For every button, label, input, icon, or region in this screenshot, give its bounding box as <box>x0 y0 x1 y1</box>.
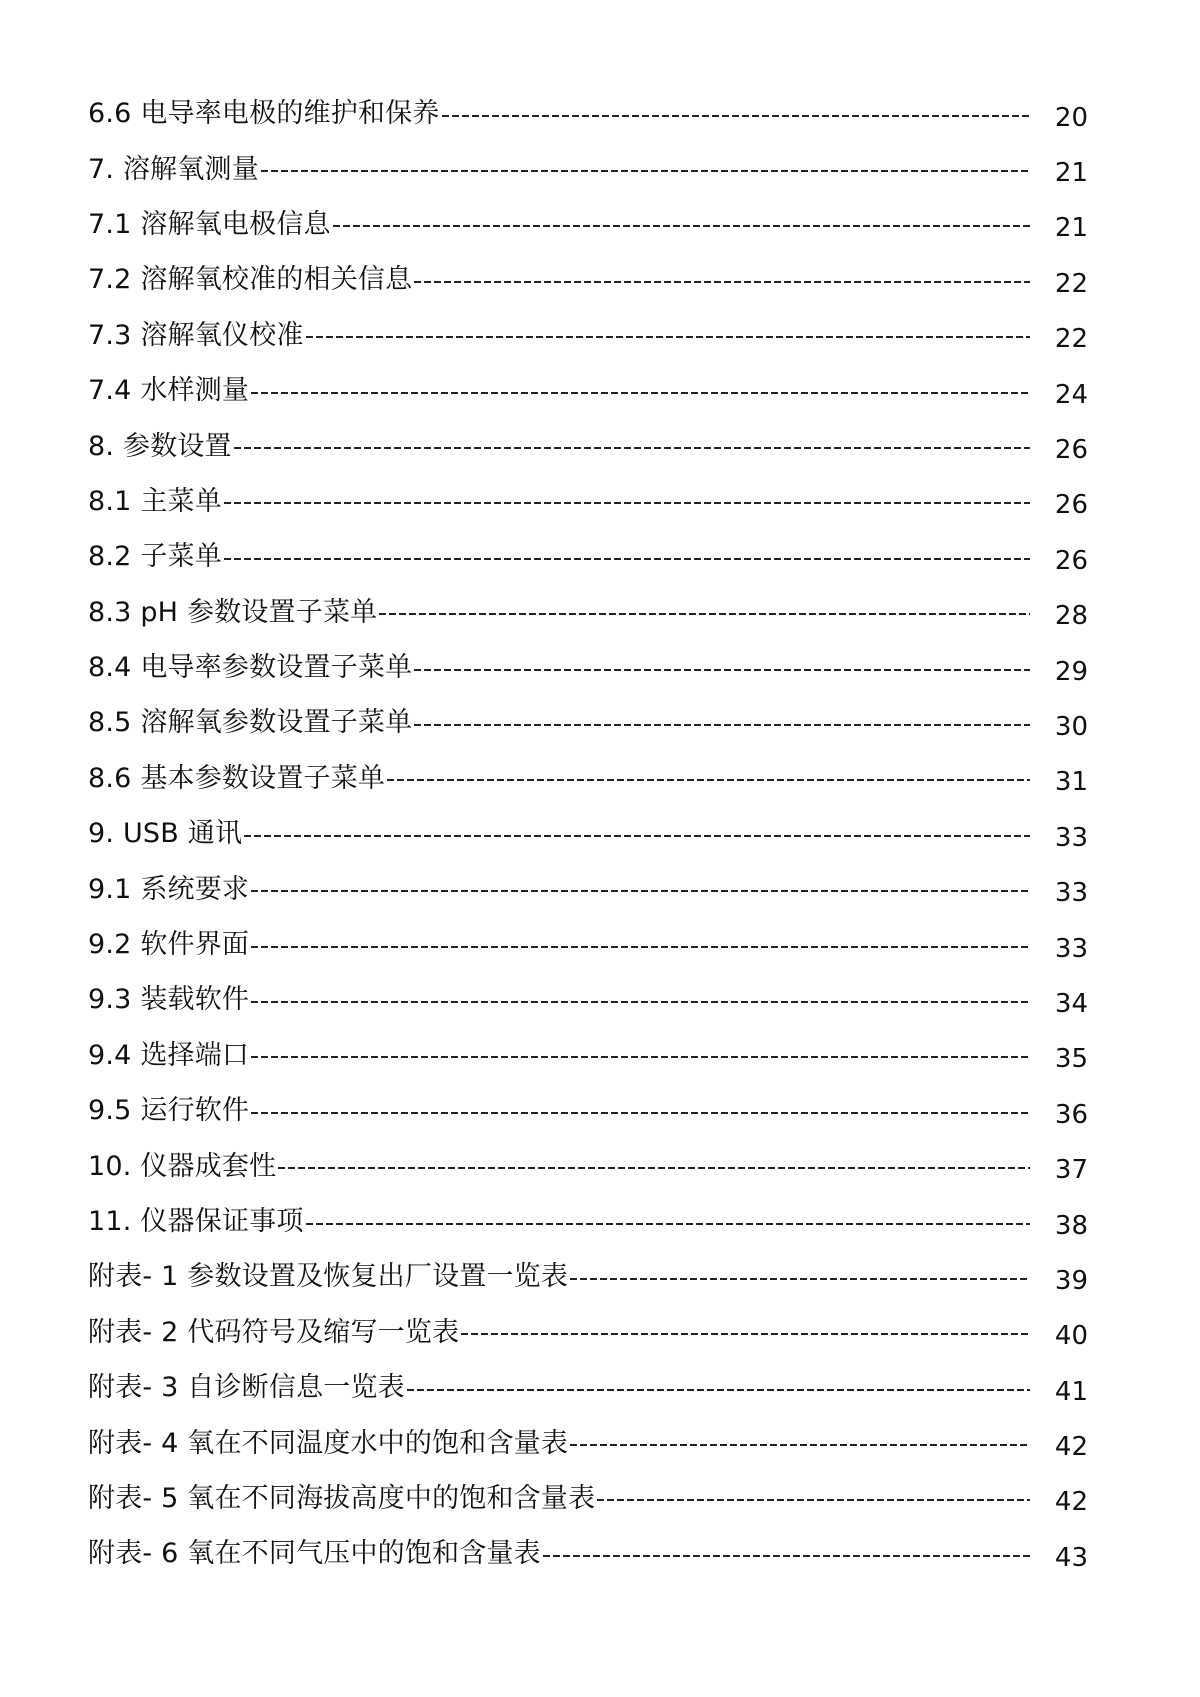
toc-entry[interactable] <box>88 1249 1088 1304</box>
toc-entry-page-number: 37 <box>1054 1155 1088 1186</box>
toc-leader-dashes <box>306 336 1030 338</box>
toc-entry-page-number: 33 <box>1054 933 1088 964</box>
toc-entry-title: 9.2 软件界面 <box>88 929 250 961</box>
toc-entry-page-number: 24 <box>1054 379 1088 410</box>
toc-entry[interactable] <box>88 1360 1088 1415</box>
toc-leader-dashes <box>306 1223 1030 1225</box>
toc-entry-page-number: 41 <box>1054 1376 1088 1407</box>
toc-entry-title: 附表- 2 代码符号及缩写一览表 <box>88 1316 460 1348</box>
toc-entry-title: 7.4 水样测量 <box>88 375 250 407</box>
toc-entry[interactable] <box>88 529 1088 584</box>
toc-leader-dashes <box>251 946 1030 948</box>
toc-entry-page-number: 38 <box>1054 1210 1088 1241</box>
toc-entry-page-number: 21 <box>1054 213 1088 244</box>
toc-entry[interactable] <box>88 1194 1088 1249</box>
toc-entry-page-number: 22 <box>1054 268 1088 299</box>
toc-entry-page-number: 42 <box>1054 1432 1088 1463</box>
toc-entry[interactable] <box>88 252 1088 307</box>
toc-entry[interactable] <box>88 86 1088 141</box>
toc-entry-page-number: 26 <box>1054 435 1088 466</box>
toc-entry[interactable] <box>88 695 1088 750</box>
toc-entry[interactable] <box>88 474 1088 529</box>
toc-entry[interactable] <box>88 1083 1088 1138</box>
toc-entry[interactable] <box>88 585 1088 640</box>
toc-entry-title: 7.2 溶解氧校准的相关信息 <box>88 264 413 296</box>
toc-entry-page-number: 34 <box>1054 988 1088 1019</box>
toc-entry-title: 8.1 主菜单 <box>88 485 222 517</box>
toc-entry[interactable] <box>88 197 1088 252</box>
toc-entry-page-number: 33 <box>1054 822 1088 853</box>
toc-leader-dashes <box>251 890 1030 892</box>
toc-entry-title: 8.6 基本参数设置子菜单 <box>88 762 386 794</box>
toc-entry[interactable] <box>88 751 1088 806</box>
toc-entry[interactable] <box>88 1471 1088 1526</box>
toc-entry-page-number: 43 <box>1054 1542 1088 1573</box>
toc-entry[interactable] <box>88 972 1088 1027</box>
toc-entry-page-number: 29 <box>1054 656 1088 687</box>
toc-entry-title: 附表- 1 参数设置及恢复出厂设置一览表 <box>88 1261 569 1293</box>
toc-entry[interactable] <box>88 917 1088 972</box>
toc-entry-title: 附表- 3 自诊断信息一览表 <box>88 1372 405 1404</box>
toc-leader-dashes <box>278 1167 1030 1169</box>
toc-entry-page-number: 39 <box>1054 1265 1088 1296</box>
toc-leader-dashes <box>597 1499 1030 1501</box>
toc-leader-dashes <box>461 1333 1030 1335</box>
toc-entry-title: 附表- 5 氧在不同海拔高度中的饱和含量表 <box>88 1482 596 1514</box>
toc-entry[interactable] <box>88 1526 1088 1581</box>
toc-leader-dashes <box>570 1444 1030 1446</box>
toc-entry-page-number: 21 <box>1054 158 1088 189</box>
toc-entry-title: 9.5 运行软件 <box>88 1095 250 1127</box>
toc-entry-page-number: 22 <box>1054 324 1088 355</box>
toc-entry-title: 9.4 选择端口 <box>88 1039 250 1071</box>
toc-entry[interactable] <box>88 418 1088 473</box>
toc-entry[interactable] <box>88 1415 1088 1470</box>
toc-leader-dashes <box>234 447 1030 449</box>
toc-entry[interactable] <box>88 363 1088 418</box>
toc-entry-title: 7.3 溶解氧仪校准 <box>88 319 304 351</box>
toc-entry-title: 9.1 系统要求 <box>88 873 250 905</box>
toc-entry-page-number: 35 <box>1054 1044 1088 1075</box>
toc-entry-page-number: 31 <box>1054 767 1088 798</box>
toc-entry-title: 附表- 6 氧在不同气压中的饱和含量表 <box>88 1538 541 1570</box>
toc-leader-dashes <box>543 1555 1030 1557</box>
toc-entry-page-number: 20 <box>1054 102 1088 133</box>
toc-entry[interactable] <box>88 141 1088 196</box>
toc-entry-title: 9.3 装载软件 <box>88 984 250 1016</box>
toc-entry[interactable] <box>88 1305 1088 1360</box>
toc-leader-dashes <box>224 558 1030 560</box>
toc-entry-page-number: 40 <box>1054 1321 1088 1352</box>
toc-leader-dashes <box>414 724 1030 726</box>
toc-entry[interactable] <box>88 1138 1088 1193</box>
toc-entry-title: 8. 参数设置 <box>88 430 232 462</box>
toc-entry-page-number: 30 <box>1054 711 1088 742</box>
toc-entry-title: 附表- 4 氧在不同温度水中的饱和含量表 <box>88 1427 569 1459</box>
toc-entry-title: 11. 仪器保证事项 <box>88 1206 304 1237</box>
toc-leader-dashes <box>442 115 1030 117</box>
toc-entry-page-number: 36 <box>1054 1099 1088 1130</box>
toc-entry[interactable] <box>88 861 1088 916</box>
toc-entry-page-number: 42 <box>1054 1487 1088 1518</box>
toc-leader-dashes <box>387 779 1030 781</box>
toc-leader-dashes <box>407 1389 1030 1391</box>
toc-leader-dashes <box>251 1112 1030 1114</box>
toc-leader-dashes <box>251 392 1030 394</box>
toc-leader-dashes <box>251 1001 1030 1003</box>
toc-leader-dashes <box>261 170 1030 172</box>
toc-entry-title: 8.5 溶解氧参数设置子菜单 <box>88 707 413 739</box>
toc-leader-dashes <box>244 835 1030 837</box>
toc-entry-title: 10. 仪器成套性 <box>88 1150 277 1182</box>
toc-entry[interactable] <box>88 308 1088 363</box>
toc-entry-page-number: 33 <box>1054 878 1088 909</box>
toc-leader-dashes <box>414 281 1030 283</box>
toc-leader-dashes <box>414 669 1030 671</box>
toc-entry-title: 7.1 溶解氧电极信息 <box>88 208 331 240</box>
toc-entry-title: 9. USB 通讯 <box>88 818 243 850</box>
toc-leader-dashes <box>379 613 1030 615</box>
toc-entry[interactable] <box>88 1028 1088 1083</box>
toc-entry-title: 7. 溶解氧测量 <box>88 153 259 185</box>
toc-entry-title: 6.6 电导率电极的维护和保养 <box>88 98 440 130</box>
toc-entry-title: 8.4 电导率参数设置子菜单 <box>88 652 413 684</box>
toc-entry-title: 8.2 子菜单 <box>88 541 222 573</box>
toc-leader-dashes <box>224 502 1030 504</box>
toc-entry-page-number: 26 <box>1054 545 1088 576</box>
toc-leader-dashes <box>251 1056 1030 1058</box>
toc-entry-page-number: 26 <box>1054 490 1088 521</box>
toc-leader-dashes <box>570 1278 1030 1280</box>
table-of-contents <box>88 86 1088 1582</box>
toc-entry-page-number: 28 <box>1054 601 1088 632</box>
toc-entry[interactable] <box>88 806 1088 861</box>
toc-leader-dashes <box>333 225 1030 227</box>
toc-entry[interactable] <box>88 640 1088 695</box>
toc-entry-title: 8.3 pH 参数设置子菜单 <box>88 596 378 628</box>
